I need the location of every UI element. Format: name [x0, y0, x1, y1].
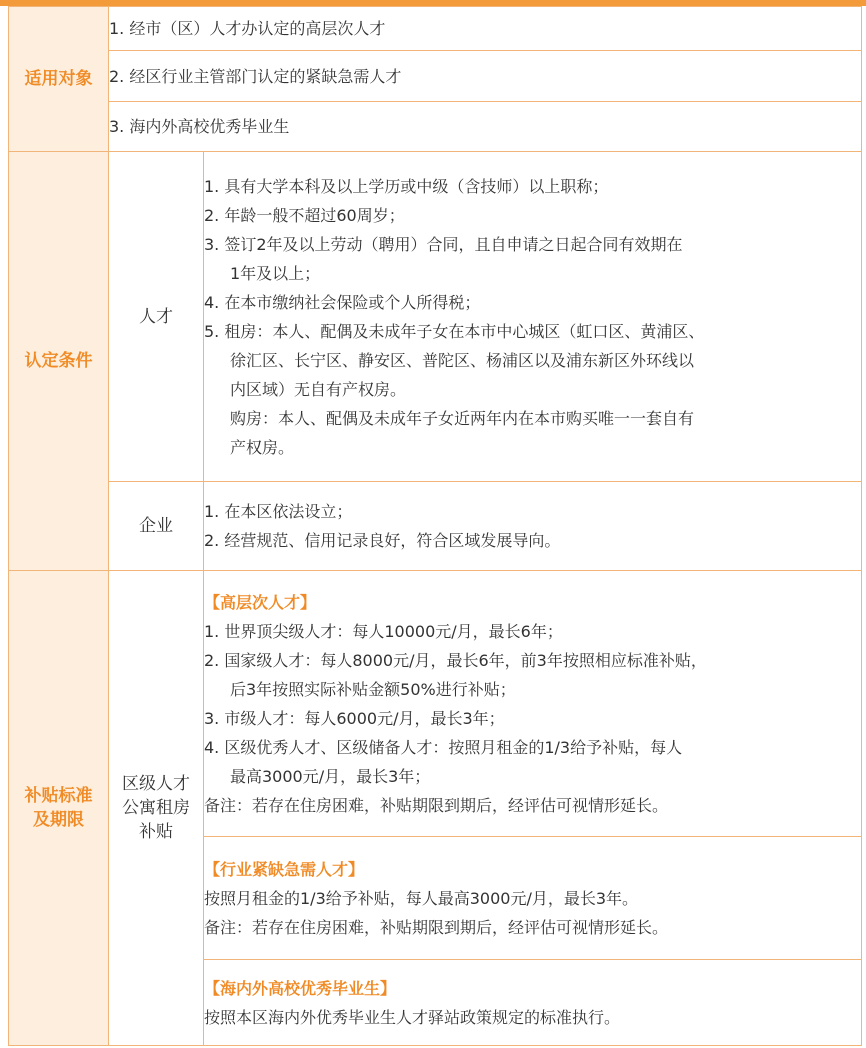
subsidy-line: 3. 市级人才：每人6000元/月，最长3年；	[204, 708, 505, 728]
category-applicable-label: 适用对象	[24, 69, 93, 89]
shortage-heading: 【行业紧缺急需人才】	[204, 859, 365, 879]
category-subsidy-label: 补贴标准	[24, 786, 93, 806]
category-applicable	[9, 7, 109, 152]
applicable-item	[109, 102, 862, 152]
applicable-row-2	[9, 51, 862, 102]
subsidy-line: 2. 国家级人才：每人8000元/月，最长6年，前3年按照相应标准补贴，	[204, 650, 707, 670]
enterprise-conditions	[204, 482, 862, 571]
condition-line: 购房：本人、配偶及未成年子女近两年内在本市购买唯一一套自有	[230, 408, 695, 428]
condition-line: 3. 签订2年及以上劳动（聘用）合同，且自申请之日起合同有效期在	[204, 234, 683, 254]
applicable-item-text: 2. 经区行业主管部门认定的紧缺急需人才	[109, 66, 402, 86]
category-conditions-label: 认定条件	[24, 351, 93, 371]
applicable-item	[109, 51, 862, 102]
condition-line: 产权房。	[230, 437, 295, 457]
applicable-row-1	[9, 7, 862, 51]
subcategory-enterprise	[109, 482, 204, 571]
subcategory-apartment-subsidy	[109, 571, 204, 1046]
condition-line: 1. 在本区依法设立；	[204, 502, 353, 521]
subsidy-line: 按照本区海内外优秀毕业生人才驿站政策规定的标准执行。	[204, 1007, 621, 1027]
condition-line: 2. 经营规范、信用记录良好，符合区域发展导向。	[204, 531, 561, 550]
subcategory-apartment-label: 公寓租房	[122, 798, 190, 818]
subsidy-line: 备注：若存在住房困难，补贴期限到期后，经评估可视情形延长。	[204, 795, 669, 815]
condition-line: 4. 在本市缴纳社会保险或个人所得税；	[204, 292, 481, 312]
subcategory-enterprise-label: 企业	[139, 516, 173, 536]
subcategory-talent	[109, 152, 204, 482]
condition-line: 2. 年龄一般不超过60周岁；	[204, 205, 405, 225]
conditions-talent-row	[9, 152, 862, 482]
category-subsidy-label: 及期限	[33, 810, 84, 830]
high-level-talent-subsidy	[204, 571, 862, 837]
category-subsidy	[9, 571, 109, 1046]
graduates-subsidy	[204, 960, 862, 1046]
subcategory-apartment-label: 补贴	[139, 822, 173, 842]
subsidy-line: 备注：若存在住房困难，补贴期限到期后，经评估可视情形延长。	[204, 917, 669, 937]
subcategory-talent-label: 人才	[139, 306, 173, 327]
high-level-heading: 【高层次人才】	[204, 592, 317, 612]
subsidy-line: 1. 世界顶尖级人才：每人10000元/月，最长6年；	[204, 621, 563, 641]
graduates-heading: 【海内外高校优秀毕业生】	[204, 978, 397, 998]
condition-line: 内区域）无自有产权房。	[230, 379, 407, 399]
condition-line: 徐汇区、长宁区、静安区、普陀区、杨浦区以及浦东新区外环线以	[230, 350, 695, 370]
subsidy-high-row	[9, 571, 862, 837]
subsidy-line: 最高3000元/月，最长3年；	[230, 766, 431, 786]
applicable-row-3	[9, 102, 862, 152]
condition-line: 5. 租房：本人、配偶及未成年子女在本市中心城区（虹口区、黄浦区、	[204, 321, 705, 341]
category-conditions	[9, 152, 109, 571]
subsidy-line: 后3年按照实际补贴金额50%进行补贴；	[230, 679, 516, 699]
applicable-item-text: 3. 海内外高校优秀毕业生	[109, 117, 290, 136]
applicable-item-text: 1. 经市（区）人才办认定的高层次人才	[109, 19, 386, 38]
subsidy-line: 4. 区级优秀人才、区级储备人才：按照月租金的1/3给予补贴，每人	[204, 737, 683, 757]
subsidy-line: 按照月租金的1/3给予补贴，每人最高3000元/月，最长3年。	[204, 888, 639, 908]
condition-line: 1年及以上；	[230, 263, 321, 283]
shortage-talent-subsidy	[204, 837, 862, 960]
talent-conditions	[204, 152, 862, 482]
condition-line: 1. 具有大学本科及以上学历或中级（含技师）以上职称；	[204, 176, 609, 196]
subcategory-apartment-label: 区级人才	[122, 774, 190, 794]
applicable-item	[109, 7, 862, 51]
policy-table	[8, 6, 862, 1046]
conditions-enterprise-row	[9, 482, 862, 571]
